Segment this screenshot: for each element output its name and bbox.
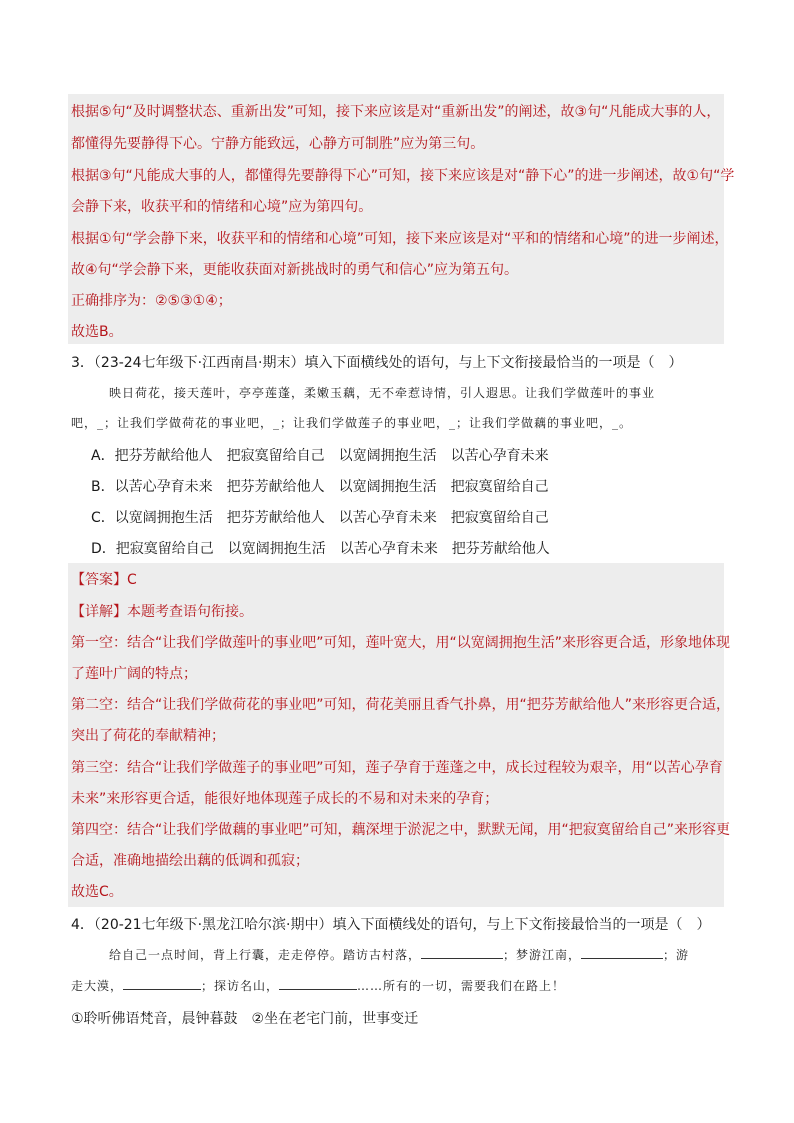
question-3-passage-line: 映日荷花，接天莲叶，亭亭莲蓬，柔嫩玉藕，无不牵惹诗情，引人遐思。让我们学做莲叶的事业 (109, 386, 656, 400)
question-3-option-d: D．把寂寞留给自己 以宽阔拥抱生活 以苦心孕育未来 把芬芳献给他人 (91, 541, 550, 557)
analysis-line: 会静下来，收获平和的情绪和心境”应为第四句。 (71, 199, 373, 215)
passage-text: 给自己一点时间，背上行囊，走走停停。踏访古村落， (109, 948, 422, 962)
passage-text: ；探访名山， (201, 979, 280, 993)
detail-text-line: 第四空：结合“让我们学做藕的事业吧”可知，藕深埋于淤泥之中，默默无闻，用“把寂寞留给自己”来形容更 (71, 822, 731, 838)
passage-text: ；游 (663, 948, 690, 962)
question-4-header: 4．（20-21七年级下·黑龙江哈尔滨·期中）填入下面横线处的语句，与上下文衔接最恰当的一项是（ ） (71, 917, 711, 933)
analysis-line: 故④句“学会静下来，更能收获面对新挑战时的勇气和信心”应为第五句。 (71, 262, 519, 278)
passage-text: 走大漠， (71, 979, 124, 993)
detail-tag: 【详解】 (71, 604, 127, 620)
detail-text-line: 第二空：结合“让我们学做荷花的事业吧”可知，荷花美丽且香气扑鼻，用“把芬芳献给他人”来形容更合适， (71, 697, 731, 713)
analysis-line: 根据⑤句“及时调整状态、重新出发”可知，接下来应该是对“重新出发”的阐述，故③句“凡能成大事的人， (71, 104, 721, 120)
question-3-header: 3．（23-24七年级下·江西南昌·期末）填入下面横线处的语句，与上下文衔接最恰当的一项是（ ） (71, 355, 683, 371)
question-3-option-a: A．把芬芳献给他人 把寂寞留给自己 以宽阔拥抱生活 以苦心孕育未来 (91, 448, 549, 464)
analysis-line: 根据①句“学会静下来，收获平和的情绪和心境”可知，接下来应该是对“平和的情绪和心境”的进一步阐述， (71, 231, 729, 247)
detail-text-line: 了莲叶广阔的特点； (71, 666, 197, 682)
fill-blank (123, 977, 201, 990)
answer-tag: 【答案】 (71, 572, 127, 588)
detail-text-line: 突出了荷花的奉献精神； (71, 728, 225, 744)
detail-line (71, 602, 253, 622)
detail-text-line: 合适，准确地描绘出藕的低调和孤寂； (71, 853, 309, 869)
question-4-passage-line (71, 977, 565, 995)
passage-text: ……所有的一切，需要我们在路上！ (357, 979, 566, 993)
analysis-line: 故选B。 (71, 324, 123, 340)
detail-text-line: 故选C。 (71, 884, 123, 900)
detail-intro: 本题考查语句衔接。 (127, 604, 253, 620)
detail-text-line: 第一空：结合“让我们学做莲叶的事业吧”可知，莲叶宽大，用“以宽阔拥抱生活”来形容更合适，形象地体现 (71, 635, 731, 651)
fill-blank (279, 977, 357, 990)
detail-text-line: 未来”来形容更合适，能很好地体现莲子成长的不易和对未来的孕育； (71, 791, 499, 807)
question-3-option-b: B．以苦心孕育未来 把芬芳献给他人 以宽阔拥抱生活 把寂寞留给自己 (91, 479, 549, 495)
question-4-choices: ①聆听佛语梵音，晨钟暮鼓 ②坐在老宅门前，世事变迁 (71, 1011, 419, 1027)
analysis-line: 正确排序为：②⑤③①④； (71, 293, 232, 309)
passage-text: ；梦游江南， (503, 948, 582, 962)
analysis-line: 根据③句“凡能成大事的人，都懂得先要静得下心”可知，接下来应该是对“静下心”的进一步阐述，故①句“学 (71, 168, 735, 184)
question-3-option-c: C．以宽阔拥抱生活 把芬芳献给他人 以苦心孕育未来 把寂寞留给自己 (91, 510, 549, 526)
analysis-line: 都懂得先要静得下心。宁静方能致远，心静方可制胜”应为第三句。 (71, 136, 485, 152)
question-3-passage-line: 吧，_；让我们学做荷花的事业吧，_；让我们学做莲子的事业吧，_；让我们学做藕的事业吧，_。 (71, 416, 633, 430)
question-4-passage-line (109, 946, 689, 964)
fill-blank (581, 946, 663, 959)
detail-text-line: 第三空：结合“让我们学做莲子的事业吧”可知，莲子孕育于莲蓬之中，成长过程较为艰辛，用“以苦心孕育 (71, 760, 723, 776)
answer-line (71, 570, 137, 590)
fill-blank (421, 946, 503, 959)
answer-value: C (127, 572, 137, 588)
